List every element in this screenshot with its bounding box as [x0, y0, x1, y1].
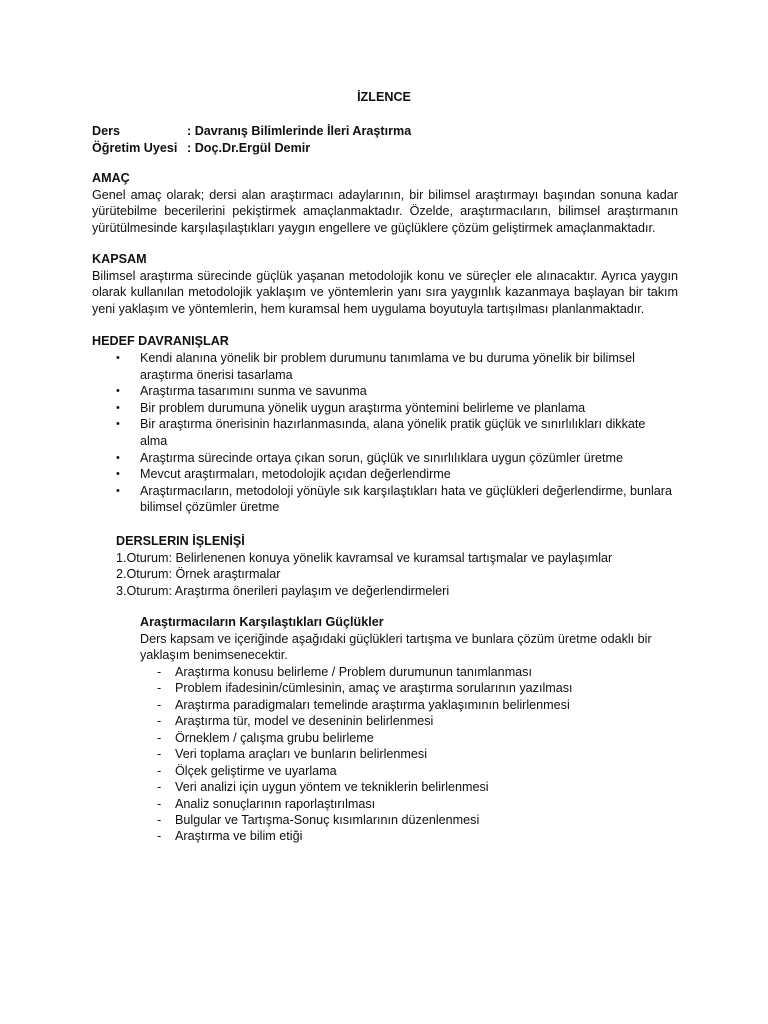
hedef-section [92, 333, 678, 350]
instructor-row [92, 140, 692, 157]
session-item: 3.Oturum: Araştırma önerileri paylaşım ve değerlendirmeleri [116, 583, 450, 598]
dash-marker: - [157, 730, 162, 745]
bullet-icon: • [116, 468, 120, 481]
list-item: - Analiz sonuçlarının raporlaştırılması [157, 796, 376, 811]
course-label: Ders [92, 124, 121, 138]
guclukler-section [140, 614, 676, 664]
list-item: - Problem ifadesinin/cümlesinin, amaç ve araştırma sorularının yazılması [157, 681, 573, 696]
bullet-icon: • [116, 385, 120, 398]
dash-marker: - [157, 780, 162, 795]
course-header [92, 123, 692, 156]
list-item: - Araştırma paradigmaları temelinde araştırma yaklaşımının belirlenmesi [157, 697, 570, 712]
amac-section [92, 170, 678, 236]
list-item: - Araştırma tür, model ve deseninin belirlenmesi [157, 714, 434, 729]
document-title: İZLENCE [357, 90, 411, 104]
dash-marker: - [157, 812, 162, 827]
course-value: : Davranış Bilimlerinde İleri Araştırma [187, 124, 412, 138]
bullet-icon: • [116, 401, 120, 414]
dash-marker: - [157, 714, 162, 729]
list-item: - Araştırma ve bilim etiği [157, 829, 303, 844]
guclukler-list [157, 664, 677, 845]
list-item: • Araştırmacıların, metodoloji yönüyle sık karşılaştıkları hata ve güçlükleri değerlendirme, bunlara bilimsel çözümler üretme [116, 483, 672, 515]
bullet-icon: • [116, 352, 120, 364]
list-item: • Bir problem durumuna yönelik uygun araştırma yöntemini belirleme ve planlama [116, 400, 586, 415]
dash-marker: - [157, 697, 162, 712]
list-item: - Bulgular ve Tartışma-Sonuç kısımlarının düzenlenmesi [157, 812, 480, 827]
dash-marker: - [157, 665, 162, 679]
list-item: • Bir araştırma önerisinin hazırlanmasında, alana yönelik pratik güçlük ve sınırlılıkları dikkate alma [116, 417, 646, 448]
bullet-icon: • [116, 484, 120, 497]
kapsam-heading: KAPSAM [92, 252, 147, 266]
list-item: • Mevcut araştırmaları, metodolojik açıdan değerlendirme [116, 467, 451, 482]
hedef-heading: HEDEF DAVRANIŞLAR [92, 334, 229, 348]
session-item: 1.Oturum: Belirlenenen konuya yönelik kavramsal ve kuramsal tartışmalar ve paylaşımlar [116, 550, 613, 565]
list-item: - Veri toplama araçları ve bunların belirlenmesi [157, 747, 427, 762]
instructor-label: Öğretim Uyesi [92, 140, 178, 155]
bullet-icon: • [116, 451, 120, 464]
bullet-icon: • [116, 418, 120, 431]
list-item: - Veri analizi için uygun yöntem ve tekniklerin belirlenmesi [157, 780, 489, 795]
kapsam-section [92, 251, 678, 317]
dash-marker: - [157, 763, 162, 778]
islenis-section [116, 533, 676, 599]
list-item: • Kendi alanına yönelik bir problem durumunu tanımlama ve bu duruma yönelik bir bilimsel araştırma önerisi tasarlama [116, 351, 635, 382]
dash-marker: - [157, 829, 162, 844]
kapsam-text: Bilimsel araştırma sürecinde güçlük yaşanan metodolojik konu ve süreçler ele alınacaktır. Ayrıca yaygın olarak kullanılan metodolojik yaklaşım ve yöntemlerin yanı sıra yaygınlık kazanmaya başlayan bir takım yeni yaklaşım ve yöntemlerin, hem kuramsal hem uygulama boyutuyla tartışılması planlanmaktadır. [92, 268, 678, 316]
list-item: - Örneklem / çalışma grubu belirleme [157, 730, 374, 745]
amac-text: Genel amaç olarak; dersi alan araştırmacı adaylarının, bir bilimsel araştırmayı başından sonuna kadar yürütebilme becerilerini pekiştirmek amaçlanmaktadır. Özelde, araştırmacıların, bilimsel araştırmanın yürütülmesinde karşılaşılaştıkları yaygın engellere ve güçlüklere çözüm geliştirmek amaçlanmaktadır. [92, 187, 678, 235]
list-item: - Araştırma konusu belirleme / Problem durumunun tanımlanması [157, 665, 532, 679]
list-item: • Araştırma sürecinde ortaya çıkan sorun, güçlük ve sınırlılıklara uygun çözümler üretme [116, 450, 623, 465]
list-item: - Ölçek geliştirme ve uyarlama [157, 763, 337, 778]
course-row [92, 123, 692, 140]
session-item: 2.Oturum: Örnek araştırmalar [116, 567, 281, 582]
dash-marker: - [157, 681, 162, 696]
islenis-heading: DERSLERIN İŞLENİŞİ [116, 534, 245, 548]
hedef-list [116, 350, 676, 516]
dash-marker: - [157, 747, 162, 762]
dash-marker: - [157, 796, 162, 811]
guclukler-intro: Ders kapsam ve içeriğinde aşağıdaki güçlükleri tartışma ve bunlara çözüm üretme odaklı bir yaklaşım benimsenecektir. [140, 631, 652, 663]
amac-heading: AMAÇ [92, 171, 130, 185]
instructor-value: : Doç.Dr.Ergül Demir [187, 140, 311, 155]
list-item: • Araştırma tasarımını sunma ve savunma [116, 384, 367, 399]
guclukler-heading: Araştırmacıların Karşılaştıkları Güçlükler [140, 615, 384, 629]
